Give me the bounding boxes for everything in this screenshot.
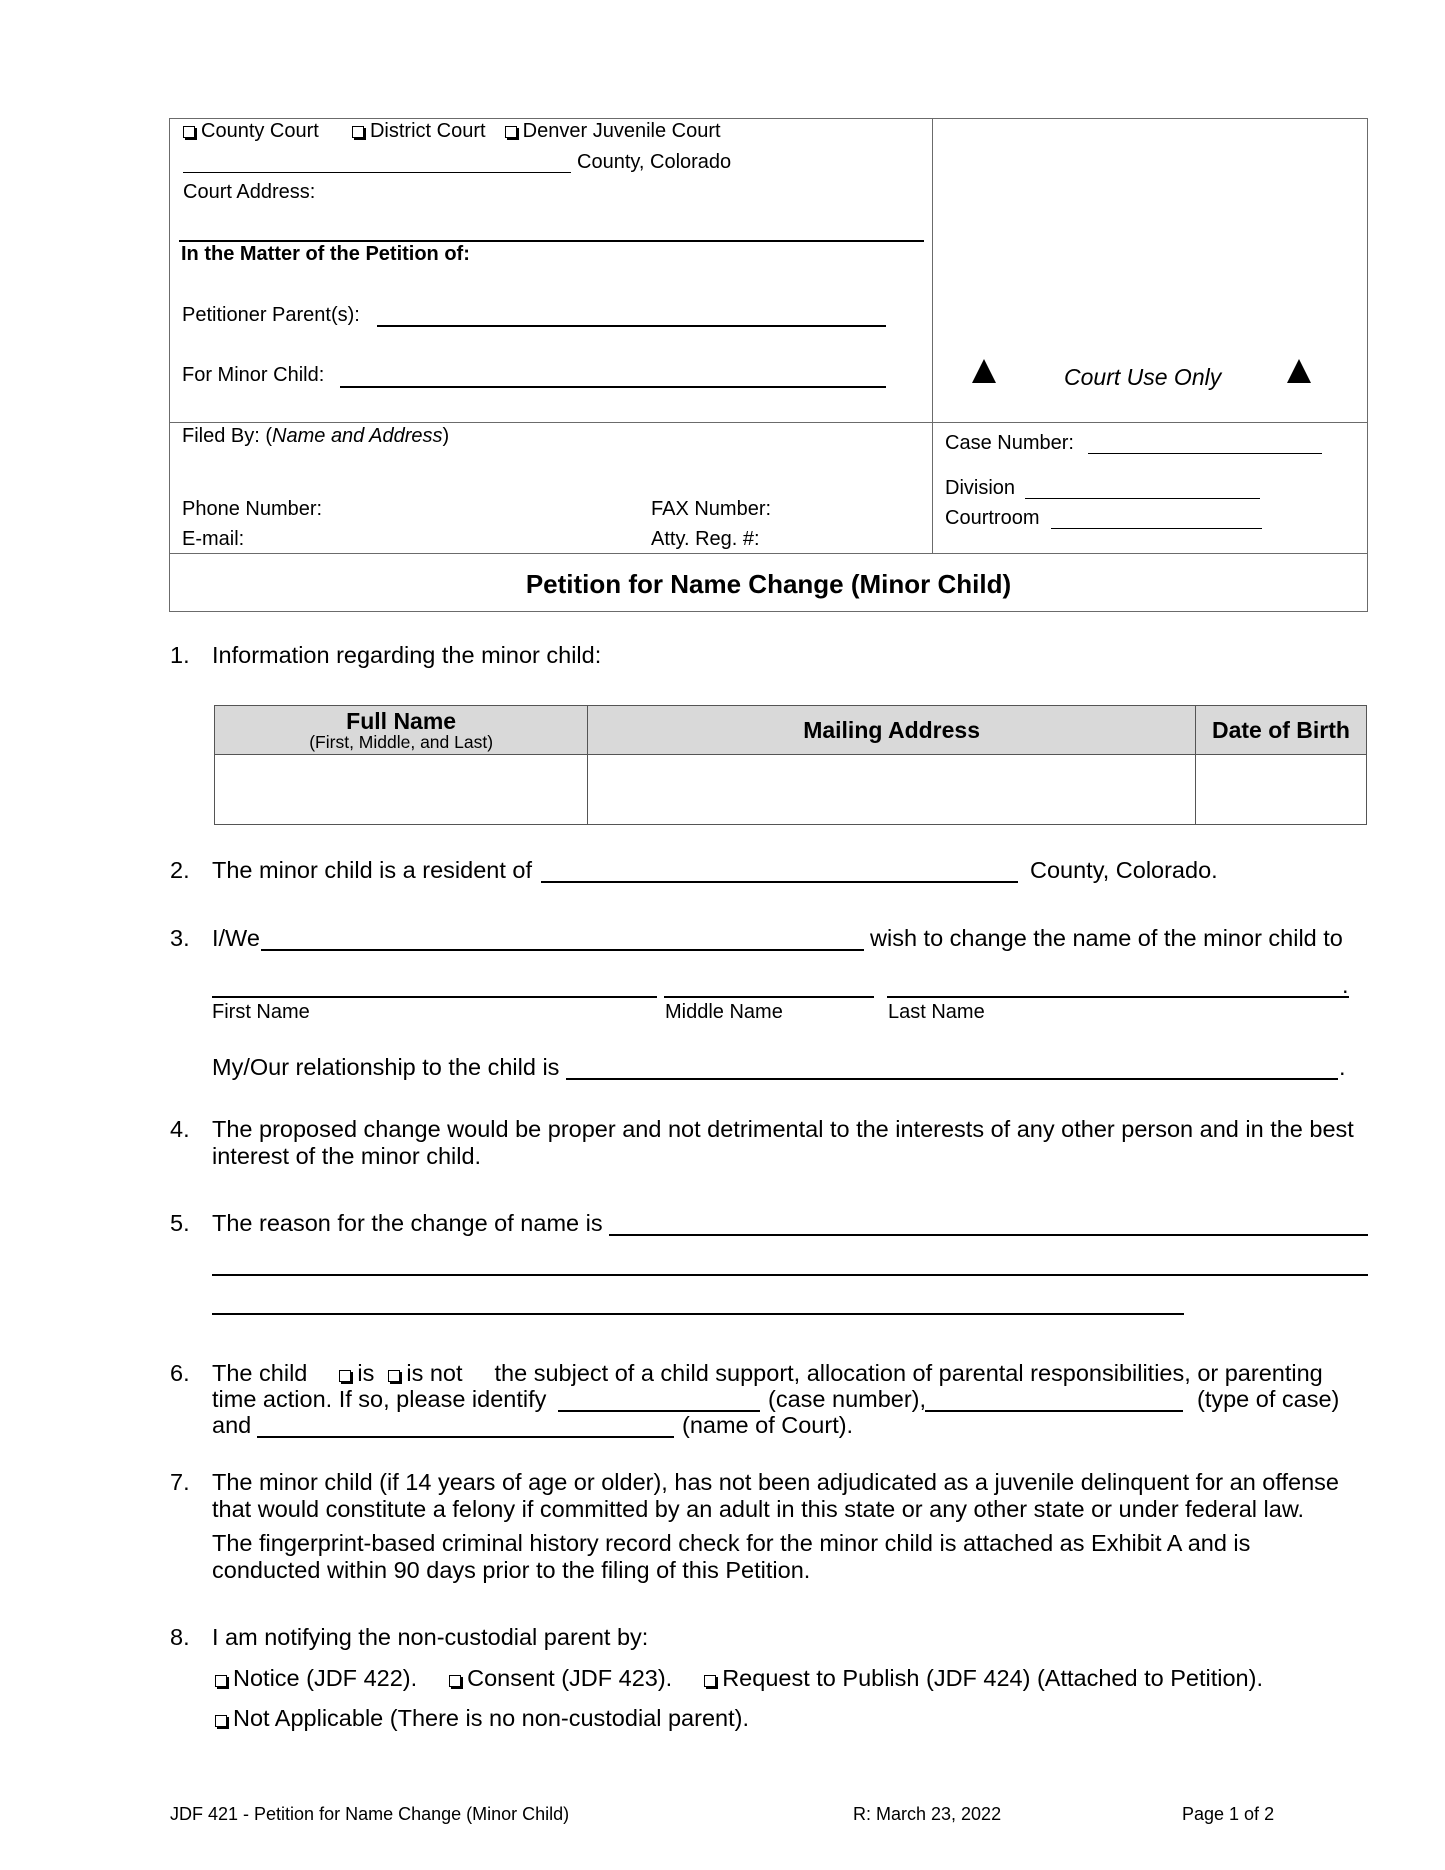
dob-header: Date of Birth <box>1195 706 1366 755</box>
division-line[interactable] <box>1025 498 1260 499</box>
caption-divider-middle <box>169 422 1368 423</box>
minor-child-name-line[interactable] <box>340 386 886 388</box>
is-option[interactable]: is <box>339 1360 374 1386</box>
relationship-line[interactable] <box>566 1078 1338 1080</box>
notice-option[interactable]: Notice (JDF 422). <box>215 1665 417 1691</box>
last-name-line[interactable] <box>887 996 1349 998</box>
item-3-suffix: wish to change the name of the minor child to <box>870 925 1343 951</box>
item-6-line-2c: (type of case) <box>1197 1386 1340 1412</box>
item-4-line-2: interest of the minor child. <box>212 1143 482 1169</box>
item-6-line-2a: time action. If so, please identify <box>212 1386 547 1412</box>
court-address-underline <box>179 240 924 242</box>
county-name-line[interactable] <box>183 172 571 173</box>
item-6-line-3b: (name of Court). <box>682 1412 854 1438</box>
division-label: Division <box>945 477 1016 499</box>
is-checkbox[interactable] <box>339 1370 351 1382</box>
full-name-cell[interactable] <box>215 755 588 825</box>
item-8-number: 8. <box>170 1624 190 1650</box>
item-3-prefix: I/We <box>212 925 260 951</box>
item-7-number: 7. <box>170 1469 190 1495</box>
form-title: Petition for Name Change (Minor Child) <box>525 569 1012 599</box>
item-2-text: The minor child is a resident of <box>212 857 533 883</box>
item-5-text: The reason for the change of name is <box>212 1210 603 1236</box>
reason-line-1[interactable] <box>609 1234 1368 1236</box>
caption-divider-title <box>169 553 1368 554</box>
court-address-label: Court Address: <box>183 181 316 203</box>
denver-juvenile-court-checkbox[interactable] <box>505 126 517 138</box>
footer-revision: R: March 23, 2022 <box>853 1804 1002 1824</box>
reason-line-2[interactable] <box>212 1274 1368 1276</box>
item-2-number: 2. <box>170 857 190 883</box>
email-label: E-mail: <box>182 528 245 550</box>
first-name-label: First Name <box>212 1001 310 1023</box>
item-5-number: 5. <box>170 1210 190 1236</box>
notice-checkbox[interactable] <box>215 1675 227 1687</box>
mailing-address-header: Mailing Address <box>588 706 1196 755</box>
not-applicable-checkbox[interactable] <box>215 1715 227 1727</box>
is-not-checkbox[interactable] <box>388 1370 400 1382</box>
court-name-blank[interactable] <box>257 1436 674 1438</box>
case-type-blank[interactable] <box>925 1410 1183 1412</box>
caption-divider-vertical <box>932 118 933 553</box>
item-4-line-1: The proposed change would be proper and not detrimental to the interests of any other person and in the best <box>212 1116 1354 1142</box>
not-applicable-option[interactable]: Not Applicable (There is no non-custodial parent). <box>215 1705 749 1732</box>
item-3-number: 3. <box>170 925 190 951</box>
county-court-option[interactable]: County Court <box>183 120 319 142</box>
full-name-header: Full Name (First, Middle, and Last) <box>215 706 588 755</box>
courtroom-label: Courtroom <box>945 507 1040 529</box>
item-7-line-1: The minor child (if 14 years of age or older), has not been adjudicated as a juvenile delinquent for an offense <box>212 1469 1339 1495</box>
item-1-number: 1. <box>170 642 190 668</box>
county-suffix: County, Colorado <box>577 151 732 173</box>
case-number-line[interactable] <box>1088 453 1322 454</box>
atty-reg-label: Atty. Reg. #: <box>651 528 760 550</box>
item-8-options-row <box>215 1665 1263 1692</box>
first-name-line[interactable] <box>212 996 657 998</box>
item-7-line-2: that would constitute a felony if committed by an adult in this state or any other state or under federal law. <box>212 1496 1305 1522</box>
minor-child-label: For Minor Child: <box>182 364 325 386</box>
case-number-label: Case Number: <box>945 432 1074 454</box>
item-6-line-2b: (case number), <box>768 1386 927 1412</box>
resident-county-line[interactable] <box>541 881 1018 883</box>
item-8-text: I am notifying the non-custodial parent by: <box>212 1624 649 1650</box>
reason-line-3[interactable] <box>212 1313 1184 1315</box>
petitioner-label: Petitioner Parent(s): <box>182 304 360 326</box>
item-6-line-1: The child is is not the subject of a child support, allocation of parental responsibilities, or parenting <box>212 1360 1323 1386</box>
item-6-line-3a: and <box>212 1412 252 1438</box>
consent-checkbox[interactable] <box>449 1675 461 1687</box>
district-court-option[interactable]: District Court <box>352 120 486 142</box>
consent-option[interactable]: Consent (JDF 423). <box>449 1665 672 1691</box>
table-row <box>215 755 1367 825</box>
mailing-address-cell[interactable] <box>588 755 1196 825</box>
minor-child-table <box>214 705 1367 825</box>
filed-by-label: Filed By: (Name and Address) <box>182 425 450 447</box>
footer-form-id: JDF 421 - Petition for Name Change (Minor Child) <box>170 1804 570 1824</box>
item-6-number: 6. <box>170 1360 190 1386</box>
matter-label: In the Matter of the Petition of: <box>181 243 470 265</box>
courtroom-line[interactable] <box>1051 528 1262 529</box>
request-to-publish-option[interactable]: Request to Publish (JDF 424) (Attached to Petition). <box>704 1665 1263 1691</box>
item-4-number: 4. <box>170 1116 190 1142</box>
denver-juvenile-court-option[interactable]: Denver Juvenile Court <box>505 120 721 142</box>
request-to-publish-checkbox[interactable] <box>704 1675 716 1687</box>
footer-page: Page 1 of 2 <box>1182 1804 1275 1824</box>
item-1-text: Information regarding the minor child: <box>212 642 602 668</box>
court-use-only-label: Court Use Only <box>1064 364 1222 390</box>
relationship-period: . <box>1339 1054 1346 1080</box>
relationship-text: My/Our relationship to the child is <box>212 1054 560 1080</box>
petitioner-names-line[interactable] <box>261 949 864 951</box>
district-court-checkbox[interactable] <box>352 126 364 138</box>
triangle-left-icon <box>972 359 996 383</box>
county-court-checkbox[interactable] <box>183 126 195 138</box>
item-3-period: . <box>1342 972 1349 998</box>
middle-name-label: Middle Name <box>665 1001 783 1023</box>
item-2-suffix: County, Colorado. <box>1030 857 1218 883</box>
triangle-right-icon <box>1287 359 1311 383</box>
court-options <box>183 120 721 143</box>
table-header-row <box>215 706 1367 755</box>
is-not-option[interactable]: is not <box>388 1360 462 1386</box>
item-7-line-3: The fingerprint-based criminal history record check for the minor child is attached as Exhibit A and is <box>212 1530 1251 1556</box>
dob-cell[interactable] <box>1195 755 1366 825</box>
phone-label: Phone Number: <box>182 498 323 520</box>
middle-name-line[interactable] <box>664 996 874 998</box>
petitioner-name-line[interactable] <box>377 325 886 327</box>
fax-label: FAX Number: <box>651 498 772 520</box>
last-name-label: Last Name <box>888 1001 985 1023</box>
item-7-line-4: conducted within 90 days prior to the filing of this Petition. <box>212 1557 811 1583</box>
